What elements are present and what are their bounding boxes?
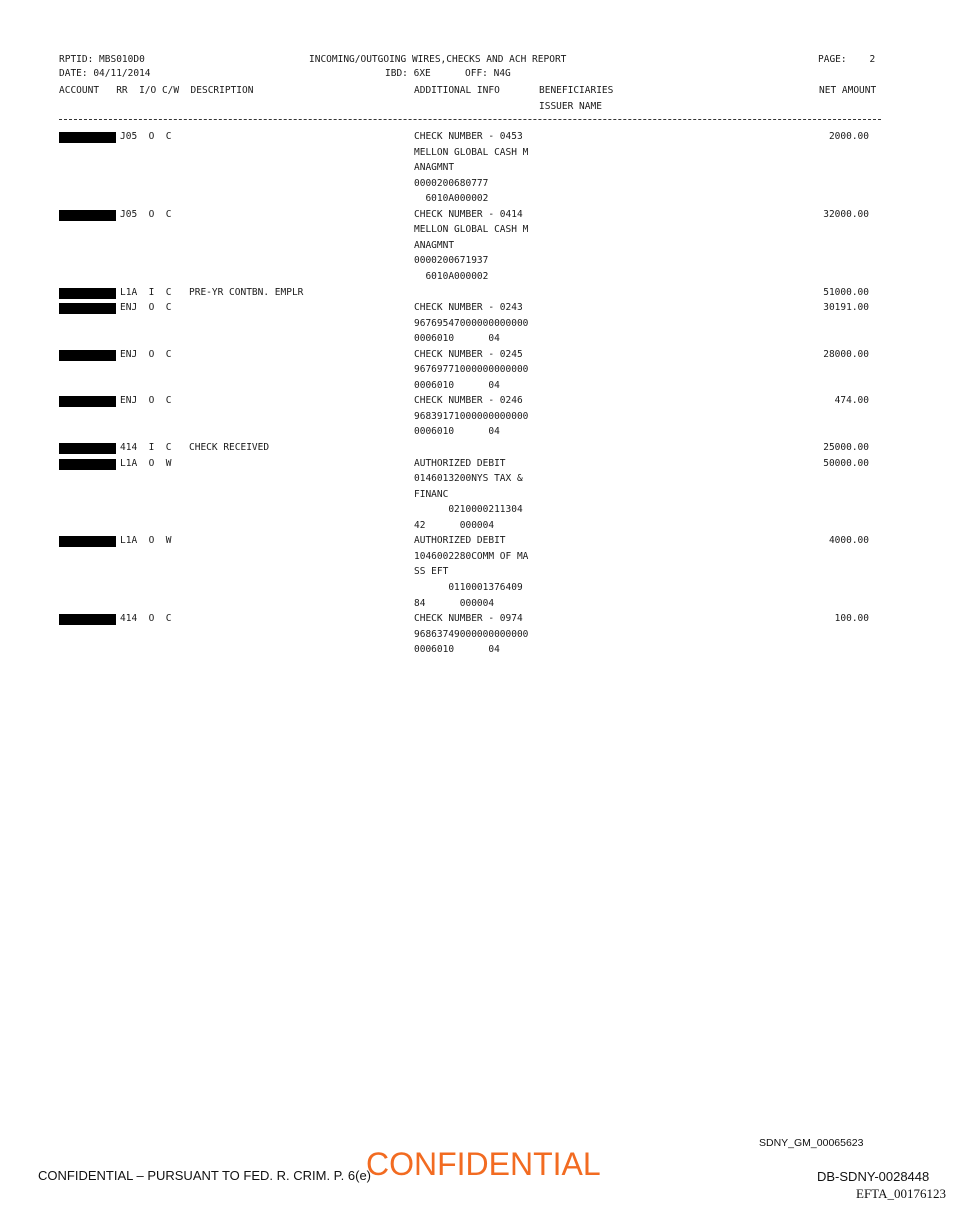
row-additional-info-line: AUTHORIZED DEBIT	[414, 457, 506, 469]
row-additional-info-line: 0000200680777	[414, 177, 489, 189]
row-additional-info-line: 0006010 04	[414, 426, 500, 438]
report-id: RPTID: MBS010D0	[59, 54, 145, 65]
row-additional-info-line: 6010A000002	[414, 270, 489, 282]
column-header-net-amount: NET AMOUNT	[819, 85, 877, 96]
row-additional-info-line: 0000200671937	[414, 255, 489, 267]
bates-number-efta: EFTA_00176123	[856, 1186, 946, 1201]
row-additional-info-line: 0146013200NYS TAX &	[414, 473, 523, 485]
row-codes: L1A I C	[120, 286, 172, 298]
row-additional-info-line: MELLON GLOBAL CASH M	[414, 224, 529, 236]
row-net-amount: 32000.00	[823, 208, 869, 220]
row-additional-info-line: ANAGMNT	[414, 162, 455, 174]
row-additional-info-line: 1046002280COMM OF MA	[414, 550, 529, 562]
row-additional-info-line: CHECK NUMBER - 0974	[414, 613, 523, 625]
row-codes: ENJ O C	[120, 348, 172, 360]
redacted-account	[59, 443, 116, 454]
row-additional-info-line: SS EFT	[414, 566, 449, 578]
row-additional-info-line: 96839171000000000000	[414, 410, 529, 422]
row-net-amount: 100.00	[834, 613, 869, 625]
row-additional-info-line: 0210000211304	[414, 504, 523, 516]
ibd-code: IBD: 6XE	[385, 68, 431, 79]
row-additional-info-line: MELLON GLOBAL CASH M	[414, 146, 529, 158]
row-additional-info-line: 96769771000000000000	[414, 364, 529, 376]
row-additional-info-line: CHECK NUMBER - 0243	[414, 302, 523, 314]
row-additional-info-line: FINANC	[414, 488, 449, 500]
row-codes: 414 O C	[120, 613, 172, 625]
row-net-amount: 28000.00	[823, 348, 869, 360]
row-additional-info-line: CHECK NUMBER - 0245	[414, 348, 523, 360]
confidential-stamp: CONFIDENTIAL	[366, 1146, 601, 1182]
redacted-account	[59, 396, 116, 407]
row-additional-info-line: AUTHORIZED DEBIT	[414, 535, 506, 547]
column-header-account: ACCOUNT RR I/O C/W DESCRIPTION	[59, 85, 254, 96]
report-title: INCOMING/OUTGOING WIRES,CHECKS AND ACH REPORT	[309, 54, 567, 65]
row-net-amount: 25000.00	[823, 442, 869, 453]
redacted-account	[59, 210, 116, 221]
row-additional-info-line: 96863749000000000000	[414, 628, 529, 640]
row-description: PRE-YR CONTBN. EMPLR	[189, 286, 304, 298]
row-additional-info-line: CHECK NUMBER - 0453	[414, 131, 523, 142]
row-net-amount: 30191.00	[823, 302, 869, 314]
column-header-beneficiaries: BENEFICIARIES	[539, 85, 614, 96]
row-additional-info-line: 0006010 04	[414, 379, 500, 391]
confidential-notice: CONFIDENTIAL – PURSUANT TO FED. R. CRIM. P. 6(e)	[38, 1168, 372, 1183]
redacted-account	[59, 614, 116, 625]
redacted-account	[59, 303, 116, 314]
row-codes: L1A O W	[120, 457, 172, 469]
column-header-additional-info: ADDITIONAL INFO	[414, 85, 500, 96]
row-net-amount: 474.00	[834, 395, 869, 407]
row-additional-info-line: 42 000004	[414, 519, 495, 531]
row-codes: L1A O W	[120, 535, 172, 547]
redacted-account	[59, 459, 116, 470]
row-codes: ENJ O C	[120, 302, 172, 314]
row-net-amount: 4000.00	[828, 535, 869, 547]
row-net-amount: 2000.00	[828, 131, 869, 142]
row-additional-info-line: 0110001376409	[414, 581, 523, 593]
row-additional-info-line: 0006010 04	[414, 333, 500, 345]
header-divider	[59, 119, 881, 120]
row-codes: 414 I C	[120, 442, 172, 453]
row-additional-info-line: 6010A000002	[414, 193, 489, 205]
row-additional-info-line: CHECK NUMBER - 0246	[414, 395, 523, 407]
bates-number-sdny: SDNY_GM_00065623	[759, 1137, 864, 1149]
page-number: PAGE: 2	[818, 54, 876, 65]
column-header-issuer-name: ISSUER NAME	[539, 101, 602, 112]
row-description: CHECK RECEIVED	[189, 442, 270, 453]
redacted-account	[59, 288, 116, 299]
row-net-amount: 50000.00	[823, 457, 869, 469]
redacted-account	[59, 132, 116, 143]
row-net-amount: 51000.00	[823, 286, 869, 298]
office-code: OFF: N4G	[465, 68, 511, 79]
row-codes: J05 O C	[120, 208, 172, 220]
row-additional-info-line: 96769547000000000000	[414, 317, 529, 329]
bates-number-db-sdny: DB-SDNY-0028448	[817, 1169, 930, 1184]
redacted-account	[59, 536, 116, 547]
row-codes: ENJ O C	[120, 395, 172, 407]
report-date: DATE: 04/11/2014	[59, 68, 151, 79]
row-additional-info-line: 84 000004	[414, 597, 495, 609]
row-codes: J05 O C	[120, 131, 172, 142]
row-additional-info-line: 0006010 04	[414, 644, 500, 656]
row-additional-info-line: CHECK NUMBER - 0414	[414, 208, 523, 220]
redacted-account	[59, 350, 116, 361]
row-additional-info-line: ANAGMNT	[414, 239, 455, 251]
